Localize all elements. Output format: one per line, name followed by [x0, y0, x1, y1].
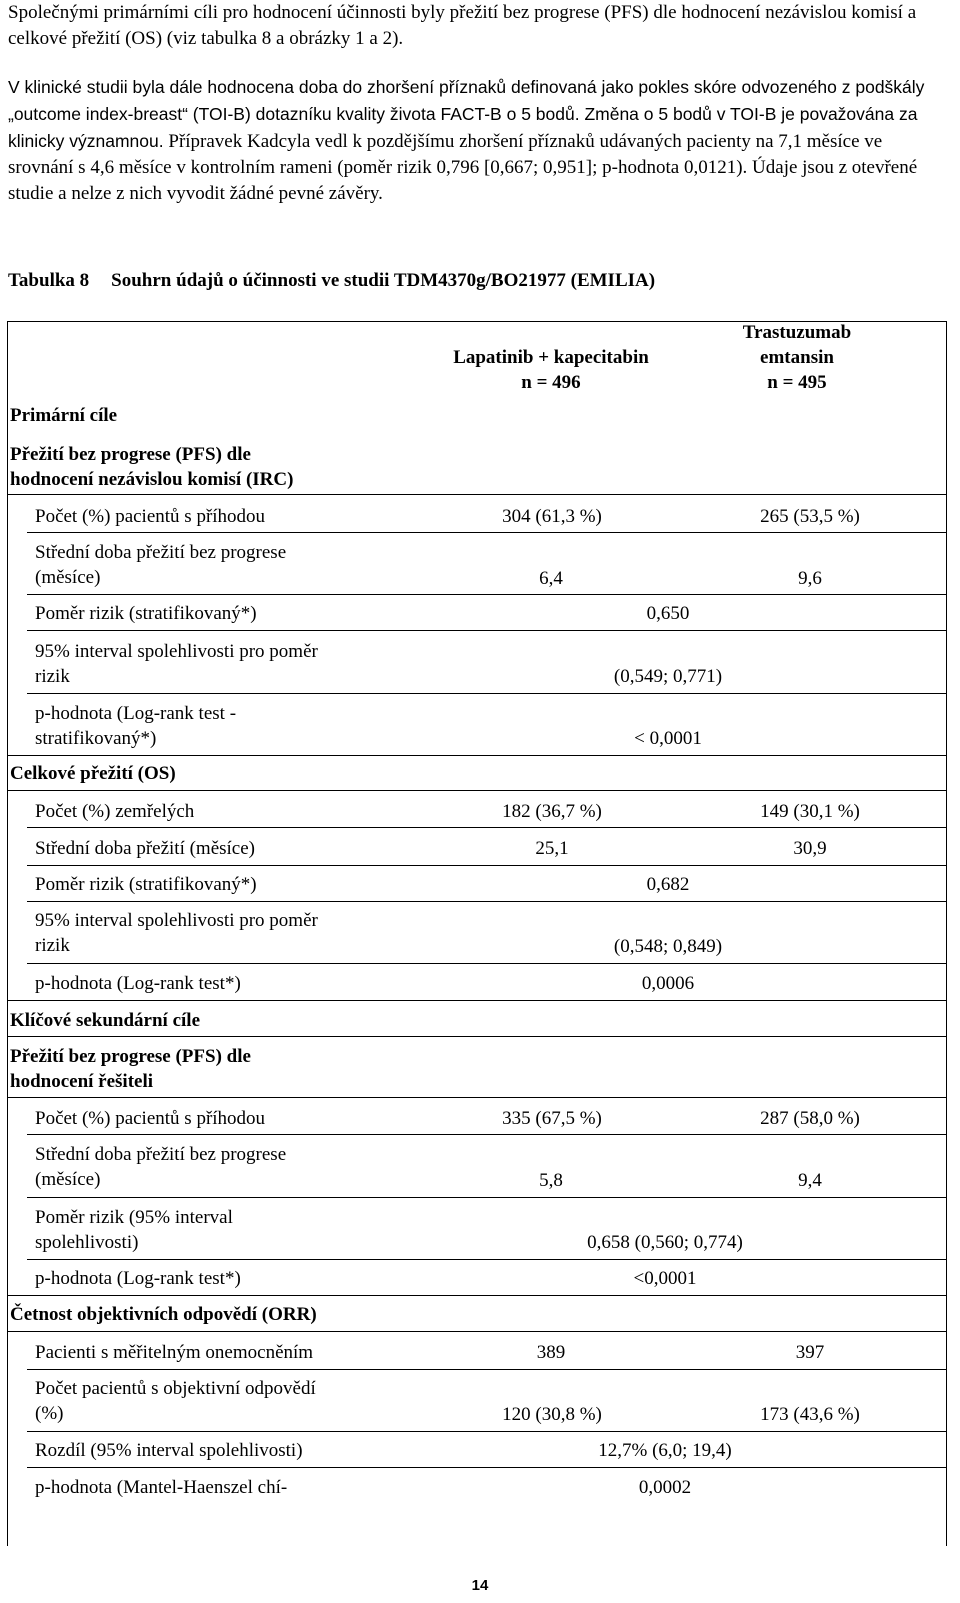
pfs-inv-hr-label-line2: spolehlivosti) — [35, 1232, 139, 1253]
row-divider — [27, 1369, 947, 1370]
orr-responders-label-line1: Počet pacientů s objektivní odpovědí — [35, 1378, 316, 1399]
secondary-endpoints-heading: Klíčové sekundární cíle — [10, 1010, 200, 1031]
pfs-irc-median-label-line2: (měsíce) — [35, 567, 101, 588]
pfs-irc-median-label-line1: Střední doba přežití bez progrese — [35, 542, 287, 563]
os-heading: Celkové přežití (OS) — [10, 763, 176, 784]
os-ci-label-line2: rizik — [35, 935, 70, 956]
row-divider — [27, 827, 947, 828]
row-divider — [27, 963, 947, 964]
primary-endpoints-heading: Primární cíle — [10, 405, 118, 426]
os-p-value: 0,0006 — [641, 973, 695, 994]
intro-text-2 — [8, 74, 948, 207]
pfs-inv-hr-label — [35, 1205, 233, 1255]
orr-p-label: p-hodnota (Mantel-Haenszel chí- — [35, 1477, 288, 1498]
os-median-label: Střední doba přežití (měsíce) — [35, 838, 256, 859]
pfs-inv-events-tdm: 287 (58,0 %) — [760, 1108, 860, 1129]
intro-text-1: Společnými primárními cíli pro hodnocení účinnosti byly přežití bez progrese (PFS) dle hodnocení nezávislou komisí a celkové přežití (OS) (viz tabulka 8 a obrázky 1 a 2). — [8, 2, 917, 49]
row-divider — [27, 1134, 947, 1135]
os-deaths-tdm: 149 (30,1 %) — [760, 801, 860, 822]
pfs-irc-p-label-line1: p-hodnota (Log-rank test - — [35, 703, 237, 724]
pfs-irc-ci-label — [35, 639, 318, 689]
pfs-investigator-heading-line1: Přežití bez progrese (PFS) dle — [10, 1046, 251, 1067]
pfs-irc-median-label — [35, 540, 286, 590]
row-divider — [27, 901, 947, 902]
pfs-inv-median-tdm: 9,4 — [798, 1170, 822, 1191]
col-header-trastuzumab — [743, 320, 851, 395]
col-header-lapatinib-name: Lapatinib + kapecitabin — [453, 347, 649, 368]
orr-responders-tdm: 173 (43,6 %) — [760, 1404, 860, 1425]
orr-responders-label — [35, 1376, 316, 1426]
pfs-irc-median-tdm: 9,6 — [798, 568, 822, 589]
orr-p-value: 0,0002 — [638, 1477, 692, 1498]
pfs-inv-events-lap: 335 (67,5 %) — [502, 1108, 602, 1129]
table-caption — [8, 270, 655, 292]
row-divider — [7, 1097, 947, 1098]
row-divider — [27, 630, 947, 631]
os-ci-label — [35, 908, 318, 958]
pfs-irc-p-label-line2: stratifikovaný*) — [35, 728, 157, 749]
orr-responders-lap: 120 (30,8 %) — [502, 1404, 602, 1425]
row-divider — [7, 1295, 947, 1296]
pfs-irc-hr-value: 0,650 — [646, 603, 690, 624]
col-header-trastuzumab-name: Trastuzumab — [742, 322, 852, 343]
pfs-investigator-heading — [10, 1044, 251, 1094]
row-divider — [27, 865, 947, 866]
os-deaths-lap: 182 (36,7 %) — [502, 801, 602, 822]
pfs-irc-heading-line2: hodnocení nezávislou komisí (IRC) — [10, 469, 294, 490]
intro-text-2a: V klinické studii byla dále hodnocena doba do zhoršení příznaků definovaná jako pokles skóre odvozeného z podškály „outcome index-breast“ (TOI-B) dotazníku kvality života FACT-B o 5 bodů. Změna o 5 bodů v TOI-B je považována za klinicky významnou. — [8, 77, 925, 151]
intro-paragraph-2 — [8, 74, 948, 207]
pfs-inv-hr-value: 0,658 (0,560; 0,774) — [587, 1232, 743, 1253]
pfs-inv-hr-label-line1: Poměr rizik (95% interval — [35, 1207, 233, 1228]
pfs-irc-median-lap: 6,4 — [539, 568, 563, 589]
pfs-inv-events-label: Počet (%) pacientů s příhodou — [35, 1108, 266, 1129]
pfs-irc-ci-label-line2: rizik — [35, 666, 70, 687]
col-header-lapatinib-n: n = 496 — [521, 372, 581, 393]
os-median-lap: 25,1 — [535, 838, 569, 859]
os-hr-label: Poměr rizik (stratifikovaný*) — [35, 874, 257, 895]
os-deaths-label: Počet (%) zemřelých — [35, 801, 195, 822]
pfs-irc-events-lap: 304 (61,3 %) — [502, 506, 602, 527]
os-p-label: p-hodnota (Log-rank test*) — [35, 973, 241, 994]
row-divider — [27, 1431, 947, 1432]
orr-diff-label: Rozdíl (95% interval spolehlivosti) — [35, 1440, 303, 1461]
row-divider — [7, 790, 947, 791]
row-divider — [27, 594, 947, 595]
col-header-trastuzumab-n: n = 495 — [767, 372, 827, 393]
orr-measurable-label: Pacienti s měřitelným onemocněním — [35, 1342, 314, 1363]
pfs-inv-median-lap: 5,8 — [539, 1170, 563, 1191]
pfs-irc-ci-label-line1: 95% interval spolehlivosti pro poměr — [35, 641, 318, 662]
orr-responders-label-line2: (%) — [35, 1403, 64, 1424]
pfs-inv-median-label — [35, 1142, 286, 1192]
row-divider — [7, 755, 947, 756]
pfs-inv-median-label-line1: Střední doba přežití bez progrese — [35, 1144, 287, 1165]
os-hr-value: 0,682 — [646, 874, 690, 895]
orr-measurable-tdm: 397 — [795, 1342, 825, 1363]
pfs-irc-ci-value: (0,549; 0,771) — [613, 666, 723, 687]
pfs-irc-events-label: Počet (%) pacientů s příhodou — [35, 506, 266, 527]
pfs-irc-events-tdm: 265 (53,5 %) — [760, 506, 860, 527]
os-median-tdm: 30,9 — [793, 838, 827, 859]
row-divider — [7, 1000, 947, 1001]
row-divider — [27, 693, 947, 694]
row-divider — [7, 1036, 947, 1037]
intro-text-2b: Přípravek Kadcyla vedl k pozdějšímu zhoršení příznaků udávaných pacienty na 7,1 měsíce ve srovnání s 4,6 měsíce v kontrolním rameni (poměr rizik 0,796 [0,667; 0,951]; p-hodnota 0,0121). Údaje jsou z otevřené studie a nelze z nich vyvodit žádné pevné závěry. — [8, 131, 918, 204]
pfs-irc-heading-line1: Přežití bez progrese (PFS) dle — [10, 444, 251, 465]
pfs-irc-heading — [10, 442, 293, 492]
orr-measurable-lap: 389 — [536, 1342, 566, 1363]
table-caption-label: Tabulka 8 — [8, 270, 90, 291]
col-header-lapatinib — [453, 345, 649, 395]
page-number: 14 — [471, 1577, 489, 1594]
intro-paragraph-1 — [8, 0, 948, 52]
col-header-trastuzumab-name2: emtansin — [760, 347, 834, 368]
table-caption-title: Souhrn údajů o účinnosti ve studii TDM4370g/BO21977 (EMILIA) — [111, 270, 656, 291]
row-divider — [7, 494, 947, 495]
pfs-irc-hr-label: Poměr rizik (stratifikovaný*) — [35, 603, 257, 624]
orr-diff-value: 12,7% (6,0; 19,4) — [598, 1440, 732, 1461]
pfs-inv-median-label-line2: (měsíce) — [35, 1169, 101, 1190]
pfs-inv-p-label: p-hodnota (Log-rank test*) — [35, 1268, 241, 1289]
pfs-irc-p-label — [35, 701, 236, 751]
row-divider — [27, 1467, 947, 1468]
os-ci-value: (0,548; 0,849) — [613, 936, 723, 957]
row-divider — [7, 1331, 947, 1332]
pfs-irc-p-value: < 0,0001 — [634, 728, 702, 749]
pfs-inv-p-value: <0,0001 — [633, 1268, 697, 1289]
row-divider — [27, 1259, 947, 1260]
row-divider — [27, 532, 947, 533]
orr-heading: Četnost objektivních odpovědí (ORR) — [10, 1304, 317, 1325]
os-ci-label-line1: 95% interval spolehlivosti pro poměr — [35, 910, 318, 931]
row-divider — [27, 1197, 947, 1198]
pfs-investigator-heading-line2: hodnocení řešiteli — [10, 1071, 154, 1092]
